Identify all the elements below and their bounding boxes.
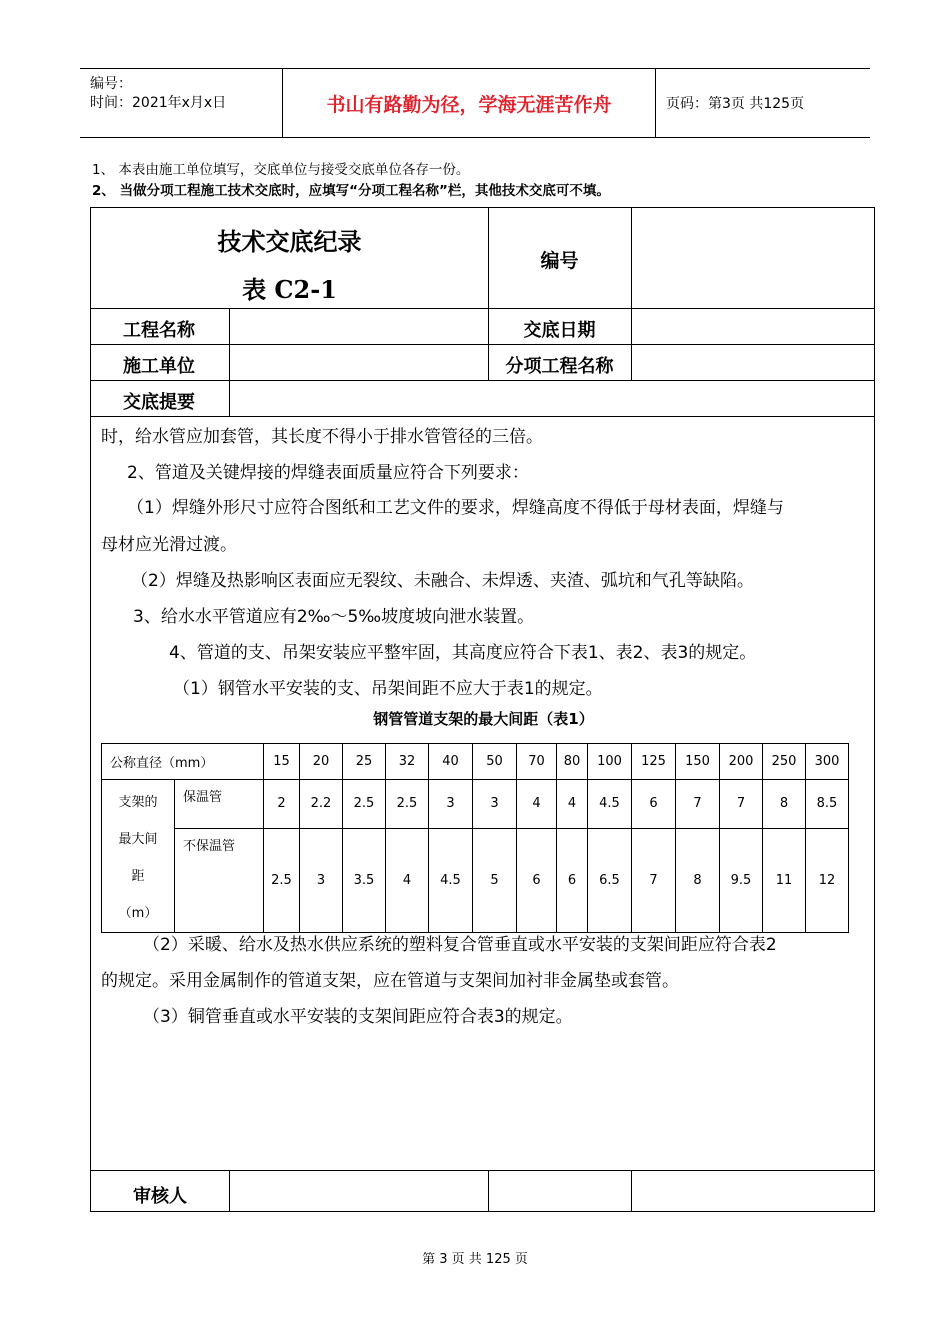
table-cell: 9.5 — [720, 828, 763, 932]
code-field-label: 编号 — [540, 250, 579, 272]
reviewer-label: 审核人 — [133, 1186, 187, 1207]
table-cell: 6 — [517, 828, 557, 932]
table-cell: 4.5 — [429, 828, 473, 932]
table-cell: 7 — [676, 780, 720, 829]
paragraph: （1）焊缝外形尺寸应符合图纸和工艺文件的要求，焊缝高度不得低于母材表面，焊缝与 — [127, 498, 784, 518]
table-cell: 11 — [763, 828, 806, 932]
divider — [631, 208, 632, 380]
table-cell: 8 — [676, 828, 720, 932]
table-row — [102, 744, 849, 780]
support-spacing-table — [101, 743, 849, 933]
divider — [631, 1170, 632, 1212]
table-cell: 7 — [632, 828, 676, 932]
divider — [91, 380, 874, 381]
table-cell: 300 — [806, 744, 849, 780]
divider — [91, 344, 874, 345]
divider — [91, 416, 874, 417]
diameter-label: 公称直径（mm） — [102, 744, 264, 780]
divider — [229, 1170, 230, 1212]
subproject-label: 分项工程名称 — [505, 356, 614, 377]
page-header — [80, 68, 870, 138]
table-cell: 25 — [343, 744, 386, 780]
table-cell: 6 — [557, 828, 588, 932]
table-cell: 2 — [264, 780, 300, 829]
table-caption: 钢管管道支架的最大间距（表1） — [373, 710, 594, 728]
paragraph: 的规定。采用金属制作的管道支架，应在管道与支架间加衬非金属垫或套管。 — [101, 971, 679, 991]
time-label: 时间：2021年x月x日 — [90, 95, 227, 111]
table-cell: 250 — [763, 744, 806, 780]
table-cell: 70 — [517, 744, 557, 780]
paragraph: （1）钢管水平安装的支、吊架间距不应大于表1的规定。 — [173, 679, 603, 699]
paragraph: 时，给水管应加套管，其长度不得小于排水管管径的三倍。 — [101, 427, 543, 447]
table-cell: 80 — [557, 744, 588, 780]
note-2: 2、 当做分项工程施工技术交底时，应填写“分项工程名称”栏，其他技术交底可不填。 — [92, 183, 610, 199]
disclosure-form — [90, 207, 875, 1212]
table-cell: 6.5 — [588, 828, 632, 932]
paragraph: （3）铜管垂直或水平安装的支架间距应符合表3的规定。 — [143, 1007, 573, 1027]
table-cell: 8.5 — [806, 780, 849, 829]
page-info: 页码：第3页 共125页 — [666, 96, 805, 112]
table-cell: 2.2 — [300, 780, 343, 829]
paragraph: （2）采暖、给水及热水供应系统的塑料复合管垂直或水平安装的支架间距应符合表2 — [143, 935, 777, 955]
paragraph: （2）焊缝及热影响区表面应无裂纹、未融合、未焊透、夹渣、弧坑和气孔等缺陷。 — [131, 571, 754, 591]
insulated-label: 保温管 — [175, 780, 264, 829]
contractor-label: 施工单位 — [123, 356, 195, 377]
paragraph: 4、管道的支、吊架安装应平整牢固，其高度应符合下表1、表2、表3的规定。 — [169, 643, 757, 663]
form-notes — [92, 160, 610, 202]
divider — [91, 308, 874, 309]
table-cell: 100 — [588, 744, 632, 780]
code-label: 编号： — [90, 76, 132, 92]
table-cell: 20 — [300, 744, 343, 780]
form-number: 表 C2-1 — [242, 275, 337, 304]
table-cell: 40 — [429, 744, 473, 780]
divider — [91, 1170, 874, 1171]
table-cell: 4.5 — [588, 780, 632, 829]
row-header: 支架的 最大间 距 （m） — [102, 780, 175, 933]
header-meta — [80, 69, 282, 137]
uninsulated-label: 不保温管 — [175, 828, 264, 932]
table-cell: 150 — [676, 744, 720, 780]
table-cell: 125 — [632, 744, 676, 780]
table-cell: 3 — [429, 780, 473, 829]
divider — [488, 1170, 489, 1212]
summary-label: 交底提要 — [123, 392, 195, 413]
paragraph: 母材应光滑过渡。 — [101, 535, 237, 555]
note-1: 1、 本表由施工单位填写，交底单位与接受交底单位各存一份。 — [92, 162, 470, 178]
table-cell: 12 — [806, 828, 849, 932]
table-cell: 50 — [473, 744, 517, 780]
table-cell: 2.5 — [264, 828, 300, 932]
table-cell: 2.5 — [343, 780, 386, 829]
paragraph: 2、管道及关键焊接的焊缝表面质量应符合下列要求： — [127, 463, 529, 483]
page-footer: 第 3 页 共 125 页 — [422, 1252, 528, 1267]
table-row — [102, 828, 849, 932]
table-cell: 4 — [557, 780, 588, 829]
table-cell: 32 — [386, 744, 429, 780]
table-cell: 3 — [300, 828, 343, 932]
motto: 书山有路勤为径，学海无涯苦作舟 — [282, 69, 656, 137]
project-name-label: 工程名称 — [123, 320, 195, 341]
table-row — [102, 780, 849, 829]
table-cell: 7 — [720, 780, 763, 829]
table-cell: 3 — [473, 780, 517, 829]
divider — [229, 308, 230, 416]
table-cell: 8 — [763, 780, 806, 829]
table-cell: 3.5 — [343, 828, 386, 932]
table-cell: 2.5 — [386, 780, 429, 829]
table-cell: 4 — [517, 780, 557, 829]
table-cell: 5 — [473, 828, 517, 932]
table-cell: 200 — [720, 744, 763, 780]
disclosure-date-label: 交底日期 — [523, 320, 596, 341]
paragraph: 3、给水水平管道应有2‰～5‰坡度坡向泄水装置。 — [133, 607, 535, 627]
table-cell: 15 — [264, 744, 300, 780]
table-cell: 6 — [632, 780, 676, 829]
form-title: 技术交底纪录 — [217, 228, 362, 256]
table-cell: 4 — [386, 828, 429, 932]
